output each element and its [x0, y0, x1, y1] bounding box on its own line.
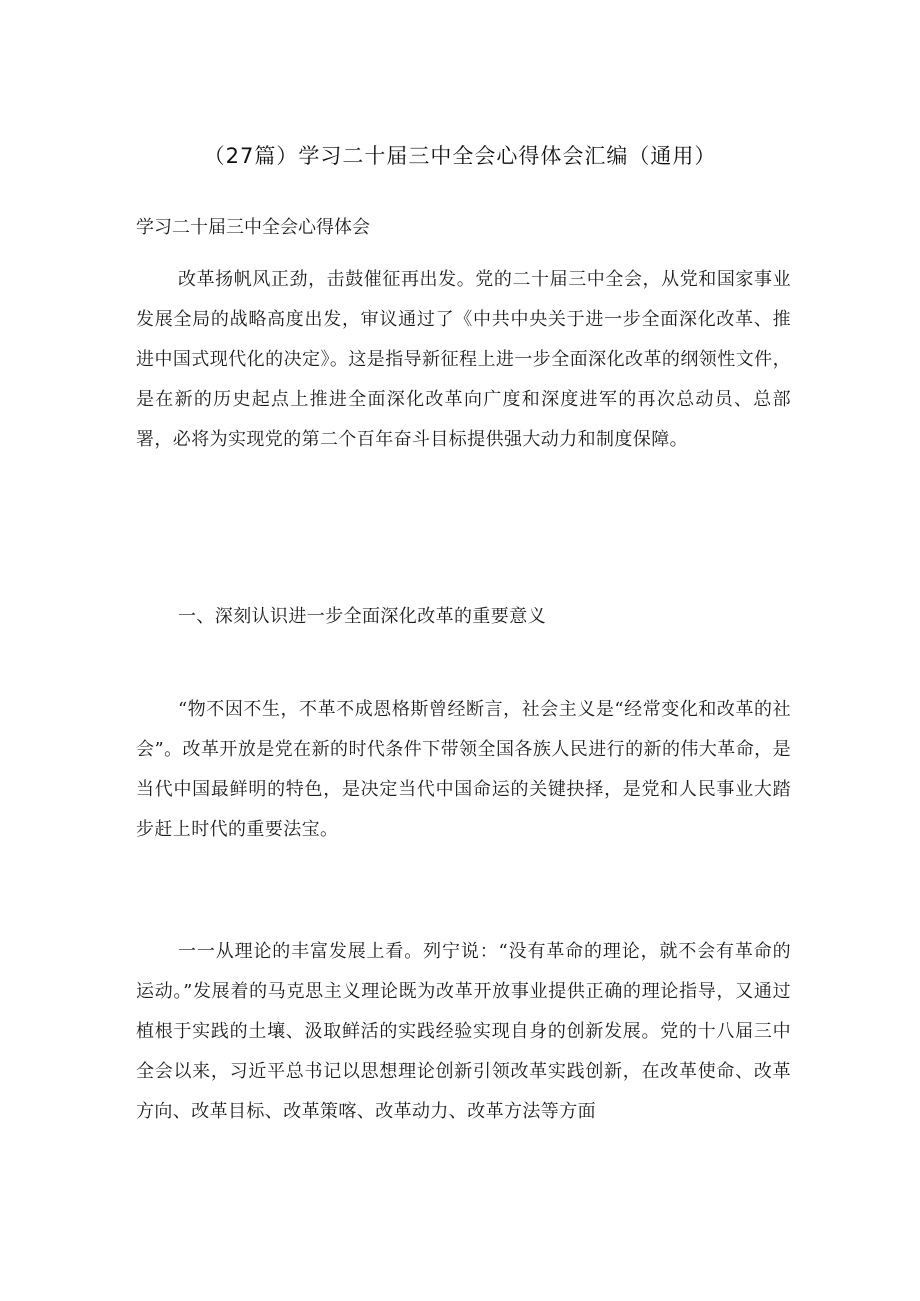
document-title: （27篇）学习二十届三中全会心得体会汇编（通用）	[203, 144, 717, 168]
paragraph-significance: “物不因不生，不革不成恩格斯曾经断言，社会主义是“经常变化和改革的社会”。改革开放是党在新的时代条件下带领全国各族人民进行的新的伟大革命，是当代中国最鲜明的特色，是决定当代中国命运的关键抉择，是党和人民事业大踏步赶上时代的重要法宝。	[136, 699, 791, 840]
paragraph-theory: 一一从理论的丰富发展上看。列宁说：“没有革命的理论，就不会有革命的运动。”发展着的马克思主义理论既为改革开放事业提供正确的理论指导，又通过植根于实践的土壤、汲取鲜活的实践经验实现自身的创新发展。党的十八届三中全会以来，习近平总书记以思想理论创新引领改革实践创新，在改革使命、改革方向、改革目标、改革策喀、改革动力、改革方法等方面	[136, 941, 791, 1122]
document-subtitle: 学习二十届三中全会心得体会	[136, 217, 370, 238]
paragraph-intro: 改革扬帆风正劲，击鼓催征再出发。党的二十届三中全会，从党和国家事业发展全局的战略高度出发，审议通过了《中共中央关于进一步全面深化改革、推进中国式现代化的决定》。这是指导新征程上进一步全面深化改革的纲领性文件，是在新的历史起点上推进全面深化改革向广度和深度进军的再次总动员、总部署，必将为实现党的第二个百年奋斗目标提供强大动力和制度保障。	[136, 269, 791, 450]
section-heading: 一、深刻认识进一步全面深化改革的重要意义	[178, 606, 546, 627]
